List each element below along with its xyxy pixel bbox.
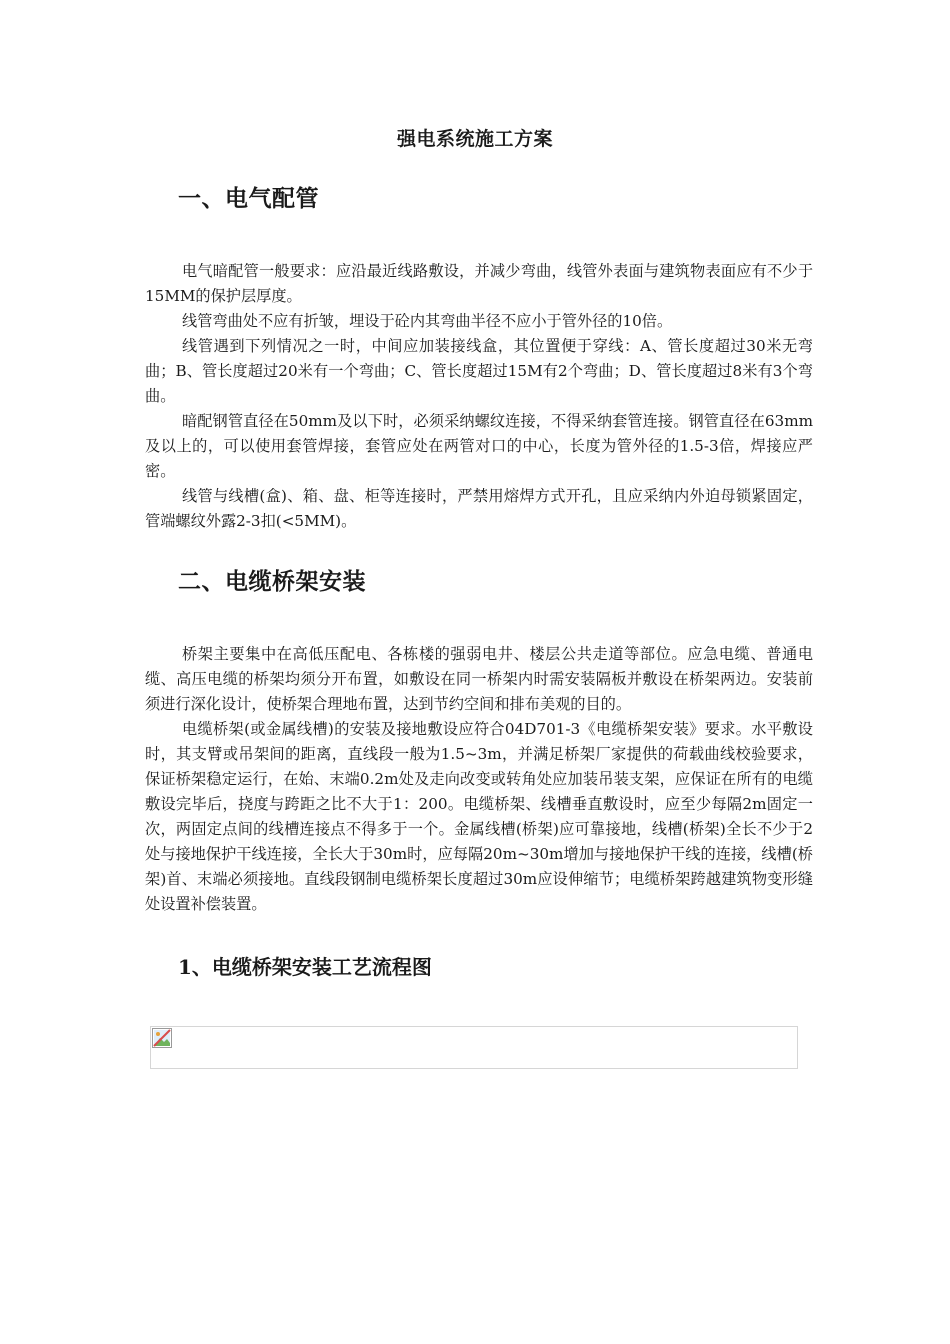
paragraph: 线管遇到下列情况之一时，中间应加装接线盒，其位置便于穿线：A、管长度超过30米无弯曲；B、管长度超过20米有一个弯曲；C、管长度超过15M有2个弯曲；D、管长度超过8米有3个弯曲。	[145, 337, 813, 405]
document-title: 强电系统施工方案	[396, 128, 553, 150]
section-heading-electrical-conduit: 一、电气配管	[178, 185, 319, 212]
section-body-cable-tray	[145, 642, 813, 917]
paragraph: 线管弯曲处不应有折皱，埋设于砼内其弯曲半径不应小于管外径的10倍。	[182, 312, 673, 330]
paragraph: 线管与线槽(盒)、箱、盘、柜等连接时，严禁用熔焊方式开孔，且应采纳内外迫母锁紧固定，管端螺纹外露2-3扣(<5MM)。	[145, 487, 813, 530]
paragraph: 暗配钢管直径在50mm及以下时，必须采纳螺纹连接，不得采纳套管连接。钢管直径在63mm及以上的，可以使用套管焊接，套管应处在两管对口的中心，长度为管外径的1.5-3倍，焊接应严密。	[145, 412, 813, 480]
paragraph: 电缆桥架(或金属线槽)的安装及接地敷设应符合04D701-3《电缆桥架安装》要求。水平敷设时，其支臂或吊架间的距离，直线段一般为1.5~3m，并满足桥架厂家提供的荷载曲线校验要求，保证桥架稳定运行，在始、末端0.2m处及走向改变或转角处应加装吊装支架，应保证在所有的电缆敷设完毕后，挠度与跨距之比不大于1：200。电缆桥架、线槽垂直敷设时，应至少每隔2m固定一次，两固定点间的线槽连接点不得多于一个。金属线槽(桥架)应可靠接地，线槽(桥架)全长不少于2处与接地保护干线连接，全长大于30m时，应每隔20m~30m增加与接地保护干线的连接，线槽(桥架)首、末端必须接地。直线段钢制电缆桥架长度超过30m应设伸缩节；电缆桥架跨越建筑物变形缝处设置补偿装置。	[145, 720, 813, 913]
flowchart-image-placeholder	[150, 1026, 798, 1069]
section-heading-cable-tray: 二、电缆桥架安装	[178, 568, 366, 595]
subsection-heading-flowchart: 1、电缆桥架安装工艺流程图	[178, 955, 432, 979]
paragraph: 电气暗配管一般要求：应沿最近线路敷设，并减少弯曲，线管外表面与建筑物表面应有不少于15MM的保护层厚度。	[145, 262, 813, 305]
broken-image-icon	[152, 1028, 172, 1048]
section-body-electrical-conduit	[145, 259, 813, 534]
paragraph: 桥架主要集中在高低压配电、各栋楼的强弱电井、楼层公共走道等部位。应急电缆、普通电缆、高压电缆的桥架均须分开布置，如敷设在同一桥架内时需安装隔板并敷设在桥架两边。安装前须进行深化设计，使桥架合理地布置，达到节约空间和排布美观的目的。	[145, 645, 813, 713]
